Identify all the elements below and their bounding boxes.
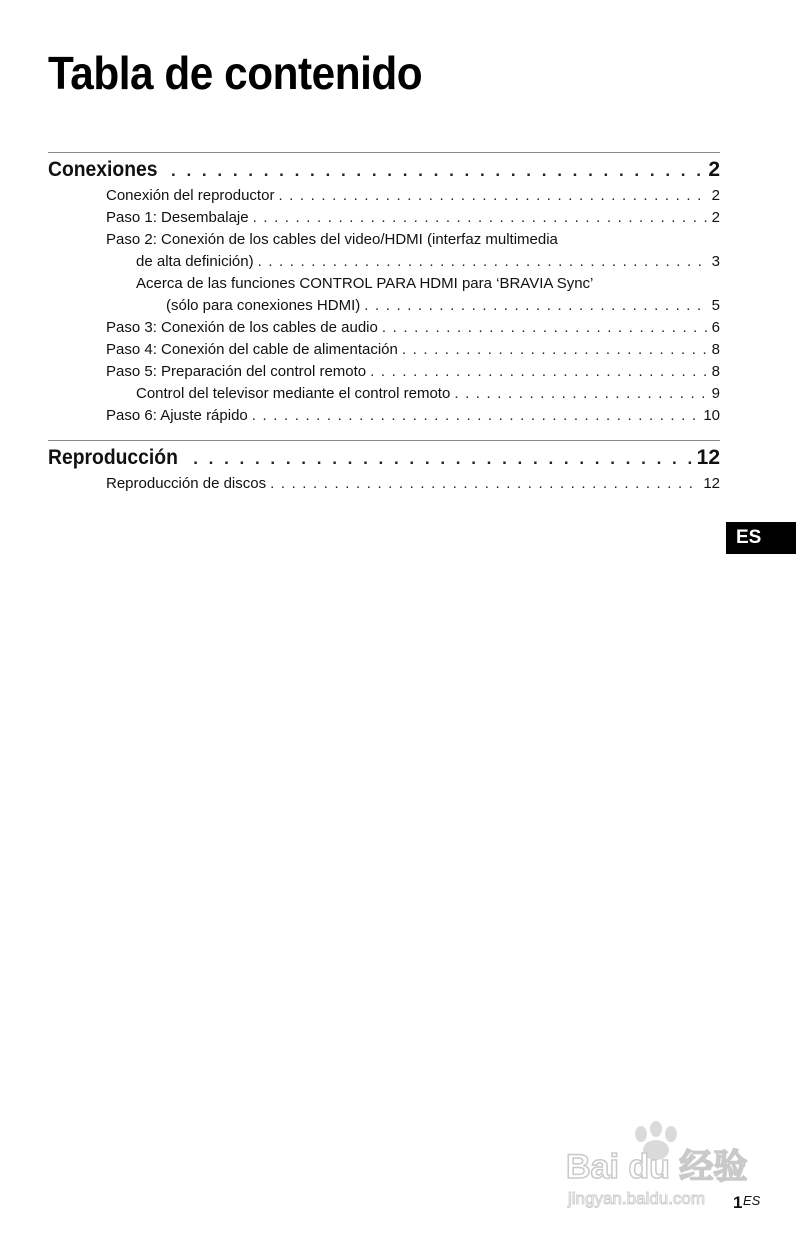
toc-entry[interactable]: [48, 207, 720, 229]
toc-entry-label: Paso 2: Conexión de los cables del video/HDMI (interfaz multimedia: [106, 231, 558, 248]
toc-section-heading[interactable]: [48, 443, 720, 473]
section-title: Reproducción: [48, 446, 178, 469]
toc-entry-label: Paso 1: Desembalaje: [106, 209, 249, 226]
toc-entry-label: Paso 3: Conexión de los cables de audio: [106, 319, 378, 336]
section-divider: [48, 440, 720, 441]
dot-leader: [382, 317, 708, 339]
toc-section-reproduccion: [48, 440, 720, 495]
language-tab: ES: [726, 522, 796, 554]
toc-entry-page-number: 3: [711, 253, 720, 270]
dot-leader: [252, 405, 700, 427]
section-page-number: 12: [696, 446, 720, 469]
toc-entry[interactable]: [48, 405, 720, 427]
toc-entry-label: de alta definición): [136, 253, 254, 270]
toc-entry-label: Paso 4: Conexión del cable de alimentación: [106, 341, 398, 358]
toc-entry-page-number: 5: [711, 297, 720, 314]
dot-leader: [171, 156, 704, 186]
toc-entry[interactable]: [48, 251, 720, 273]
toc-entry[interactable]: [48, 273, 720, 295]
dot-leader: [278, 185, 707, 207]
page-title: Tabla de contenido: [48, 47, 423, 99]
toc-section-conexiones: [48, 152, 720, 427]
dot-leader: [402, 339, 708, 361]
dot-leader: [454, 383, 707, 405]
toc-entry-label: Paso 5: Preparación del control remoto: [106, 363, 367, 380]
toc-entry-label: Acerca de las funciones CONTROL PARA HDMI para ‘BRAVIA Sync’: [136, 275, 594, 292]
baidu-watermark: [566, 1120, 756, 1210]
toc-entry[interactable]: [48, 339, 720, 361]
dot-leader: [258, 251, 708, 273]
toc-entry-page-number: 8: [711, 341, 720, 358]
toc-entry-label: Paso 6: Ajuste rápido: [106, 407, 248, 424]
section-title: Conexiones: [48, 158, 158, 181]
toc-entry[interactable]: [48, 229, 720, 251]
section-divider: [48, 152, 720, 153]
toc-entry[interactable]: [48, 361, 720, 383]
dot-leader: [253, 207, 708, 229]
toc-entry-label: Conexión del reproductor: [106, 187, 275, 204]
toc-entry-page-number: 2: [711, 187, 720, 204]
toc-entry-page-number: 2: [711, 209, 720, 226]
page-language: ES: [743, 1193, 761, 1208]
watermark-brand: Bai du 经验: [566, 1148, 748, 1186]
toc-section-heading[interactable]: [48, 155, 720, 185]
toc-entry-page-number: 6: [711, 319, 720, 336]
section-page-number: 2: [708, 158, 720, 181]
toc-entry[interactable]: [48, 473, 720, 495]
toc-entry-page-number: 8: [711, 363, 720, 380]
toc-entry-label: Reproducción de discos: [106, 475, 267, 492]
toc-entry-page-number: 9: [711, 385, 720, 402]
watermark-url: jingyan.baidu.com: [568, 1189, 706, 1208]
toc-entry[interactable]: [48, 317, 720, 339]
toc-entry-page-number: 10: [703, 407, 720, 424]
toc-entries: [48, 473, 720, 495]
toc-entry[interactable]: [48, 295, 720, 317]
page-number: 1: [733, 1193, 743, 1212]
toc-entry-label: Control del televisor mediante el control remoto: [136, 385, 451, 402]
toc-entry[interactable]: [48, 185, 720, 207]
dot-leader: [370, 361, 708, 383]
toc-entry[interactable]: [48, 383, 720, 405]
dot-leader: [193, 444, 692, 474]
dot-leader: [270, 473, 699, 495]
toc-entries: [48, 185, 720, 427]
dot-leader: [364, 295, 707, 317]
toc-entry-page-number: 12: [703, 475, 720, 492]
toc-entry-label: (sólo para conexiones HDMI): [166, 297, 361, 314]
